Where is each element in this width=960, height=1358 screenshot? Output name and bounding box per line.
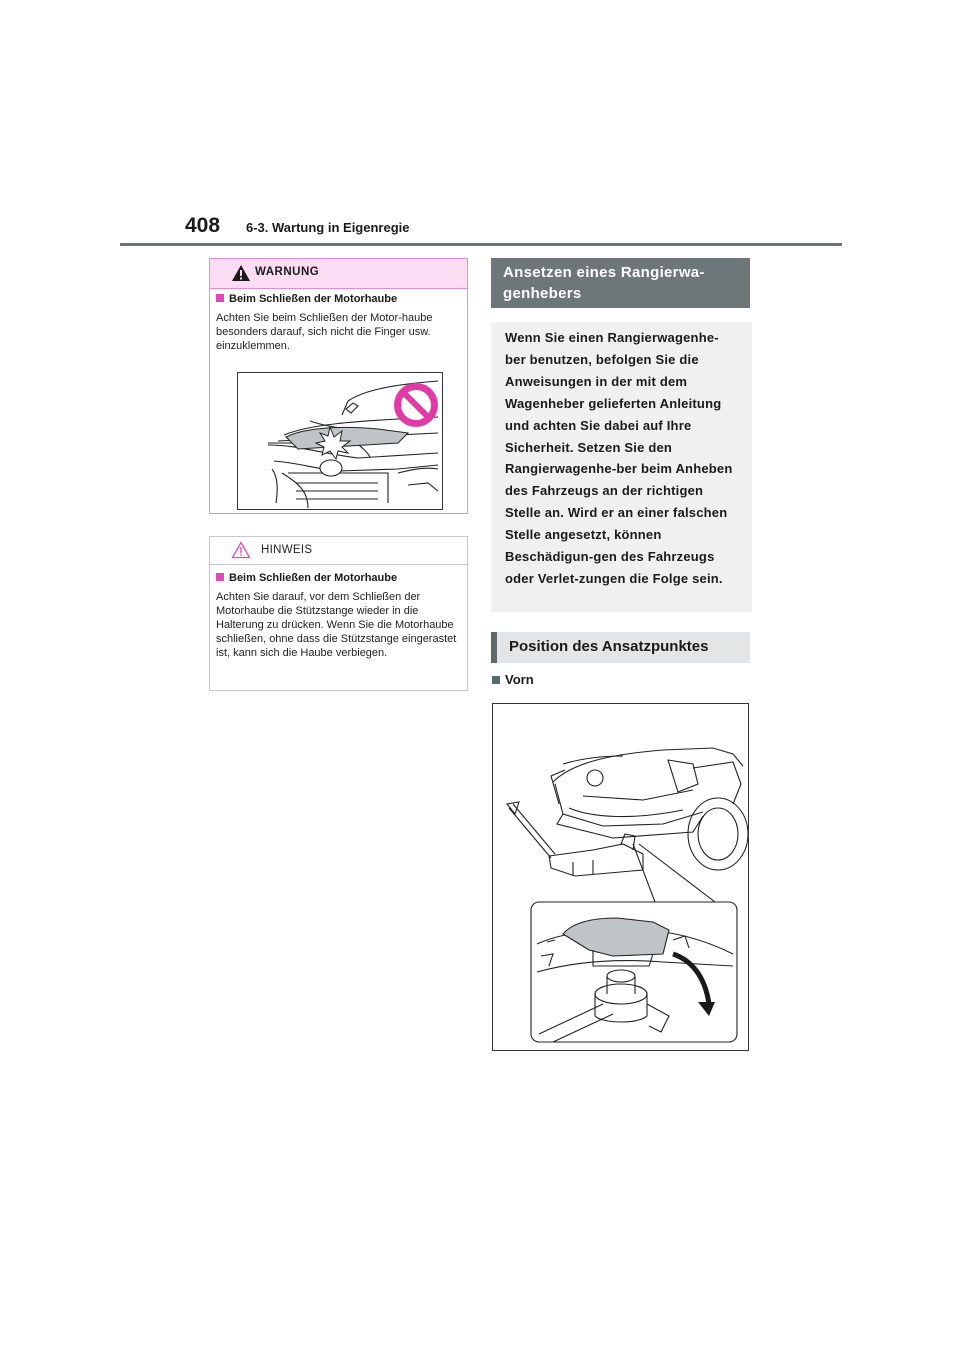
section-title: 6-3. Wartung in Eigenregie	[246, 220, 410, 235]
warning-triangle-icon	[231, 264, 251, 282]
front-label	[492, 672, 534, 687]
warning-subheading-text: Beim Schließen der Motorhaube	[229, 293, 398, 305]
notice-text: Achten Sie darauf, vor dem Schließen der Motorhaube die Stützstange wieder in die Halterung zu drücken. Wenn Sie die Motorhaube schließen, ohne dass die Stützstange eingerastet ist, kann sich die Haube verbiegen.	[216, 591, 457, 659]
notice-subheading	[216, 572, 397, 584]
jack-position-illustration	[492, 703, 749, 1051]
warning-box	[209, 258, 468, 514]
bullet-square-icon	[216, 573, 224, 581]
notice-subheading-text: Beim Schließen der Motorhaube	[229, 572, 398, 584]
intro-text: Wenn Sie einen Rangierwagenhe-ber benutzen, befolgen Sie die Anweisungen in der mit dem Wagenheber gelieferten Anleitung und achten Sie dabei auf Ihre Sicherheit. Setzen Sie den Rangierwagenhe-ber beim Anheben des Fahrzeugs an der richtigen Stelle an. Wird er an einer falschen Stelle angesetzt, können Beschädigun-gen des Fahrzeugs oder Verlet-zungen die Folge sein.	[505, 330, 733, 586]
bullet-square-icon	[216, 294, 224, 302]
floor-jack-drawing	[493, 704, 749, 1051]
warning-title: WARNUNG	[255, 266, 320, 278]
page-number: 408	[185, 214, 221, 237]
notice-header	[210, 537, 467, 565]
notice-title: HINWEIS	[261, 544, 313, 556]
bullet-square-icon	[492, 676, 500, 684]
warning-subheading	[216, 293, 397, 305]
jack-section-heading: Ansetzen eines Rangierwa-genhebers	[491, 258, 750, 308]
hood-closing-drawing	[238, 373, 443, 510]
intro-box	[491, 322, 752, 612]
warning-text: Achten Sie beim Schließen der Motor-haube besonders darauf, sich nicht die Finger usw. einzuklemmen.	[216, 312, 433, 352]
position-section-heading: Position des Ansatzpunktes	[491, 632, 750, 663]
warning-header	[210, 259, 467, 289]
front-label-text: Vorn	[505, 672, 534, 687]
notice-box	[209, 536, 468, 691]
header-rule	[120, 243, 842, 246]
caution-triangle-icon	[231, 541, 251, 559]
hood-closing-illustration	[237, 372, 443, 510]
